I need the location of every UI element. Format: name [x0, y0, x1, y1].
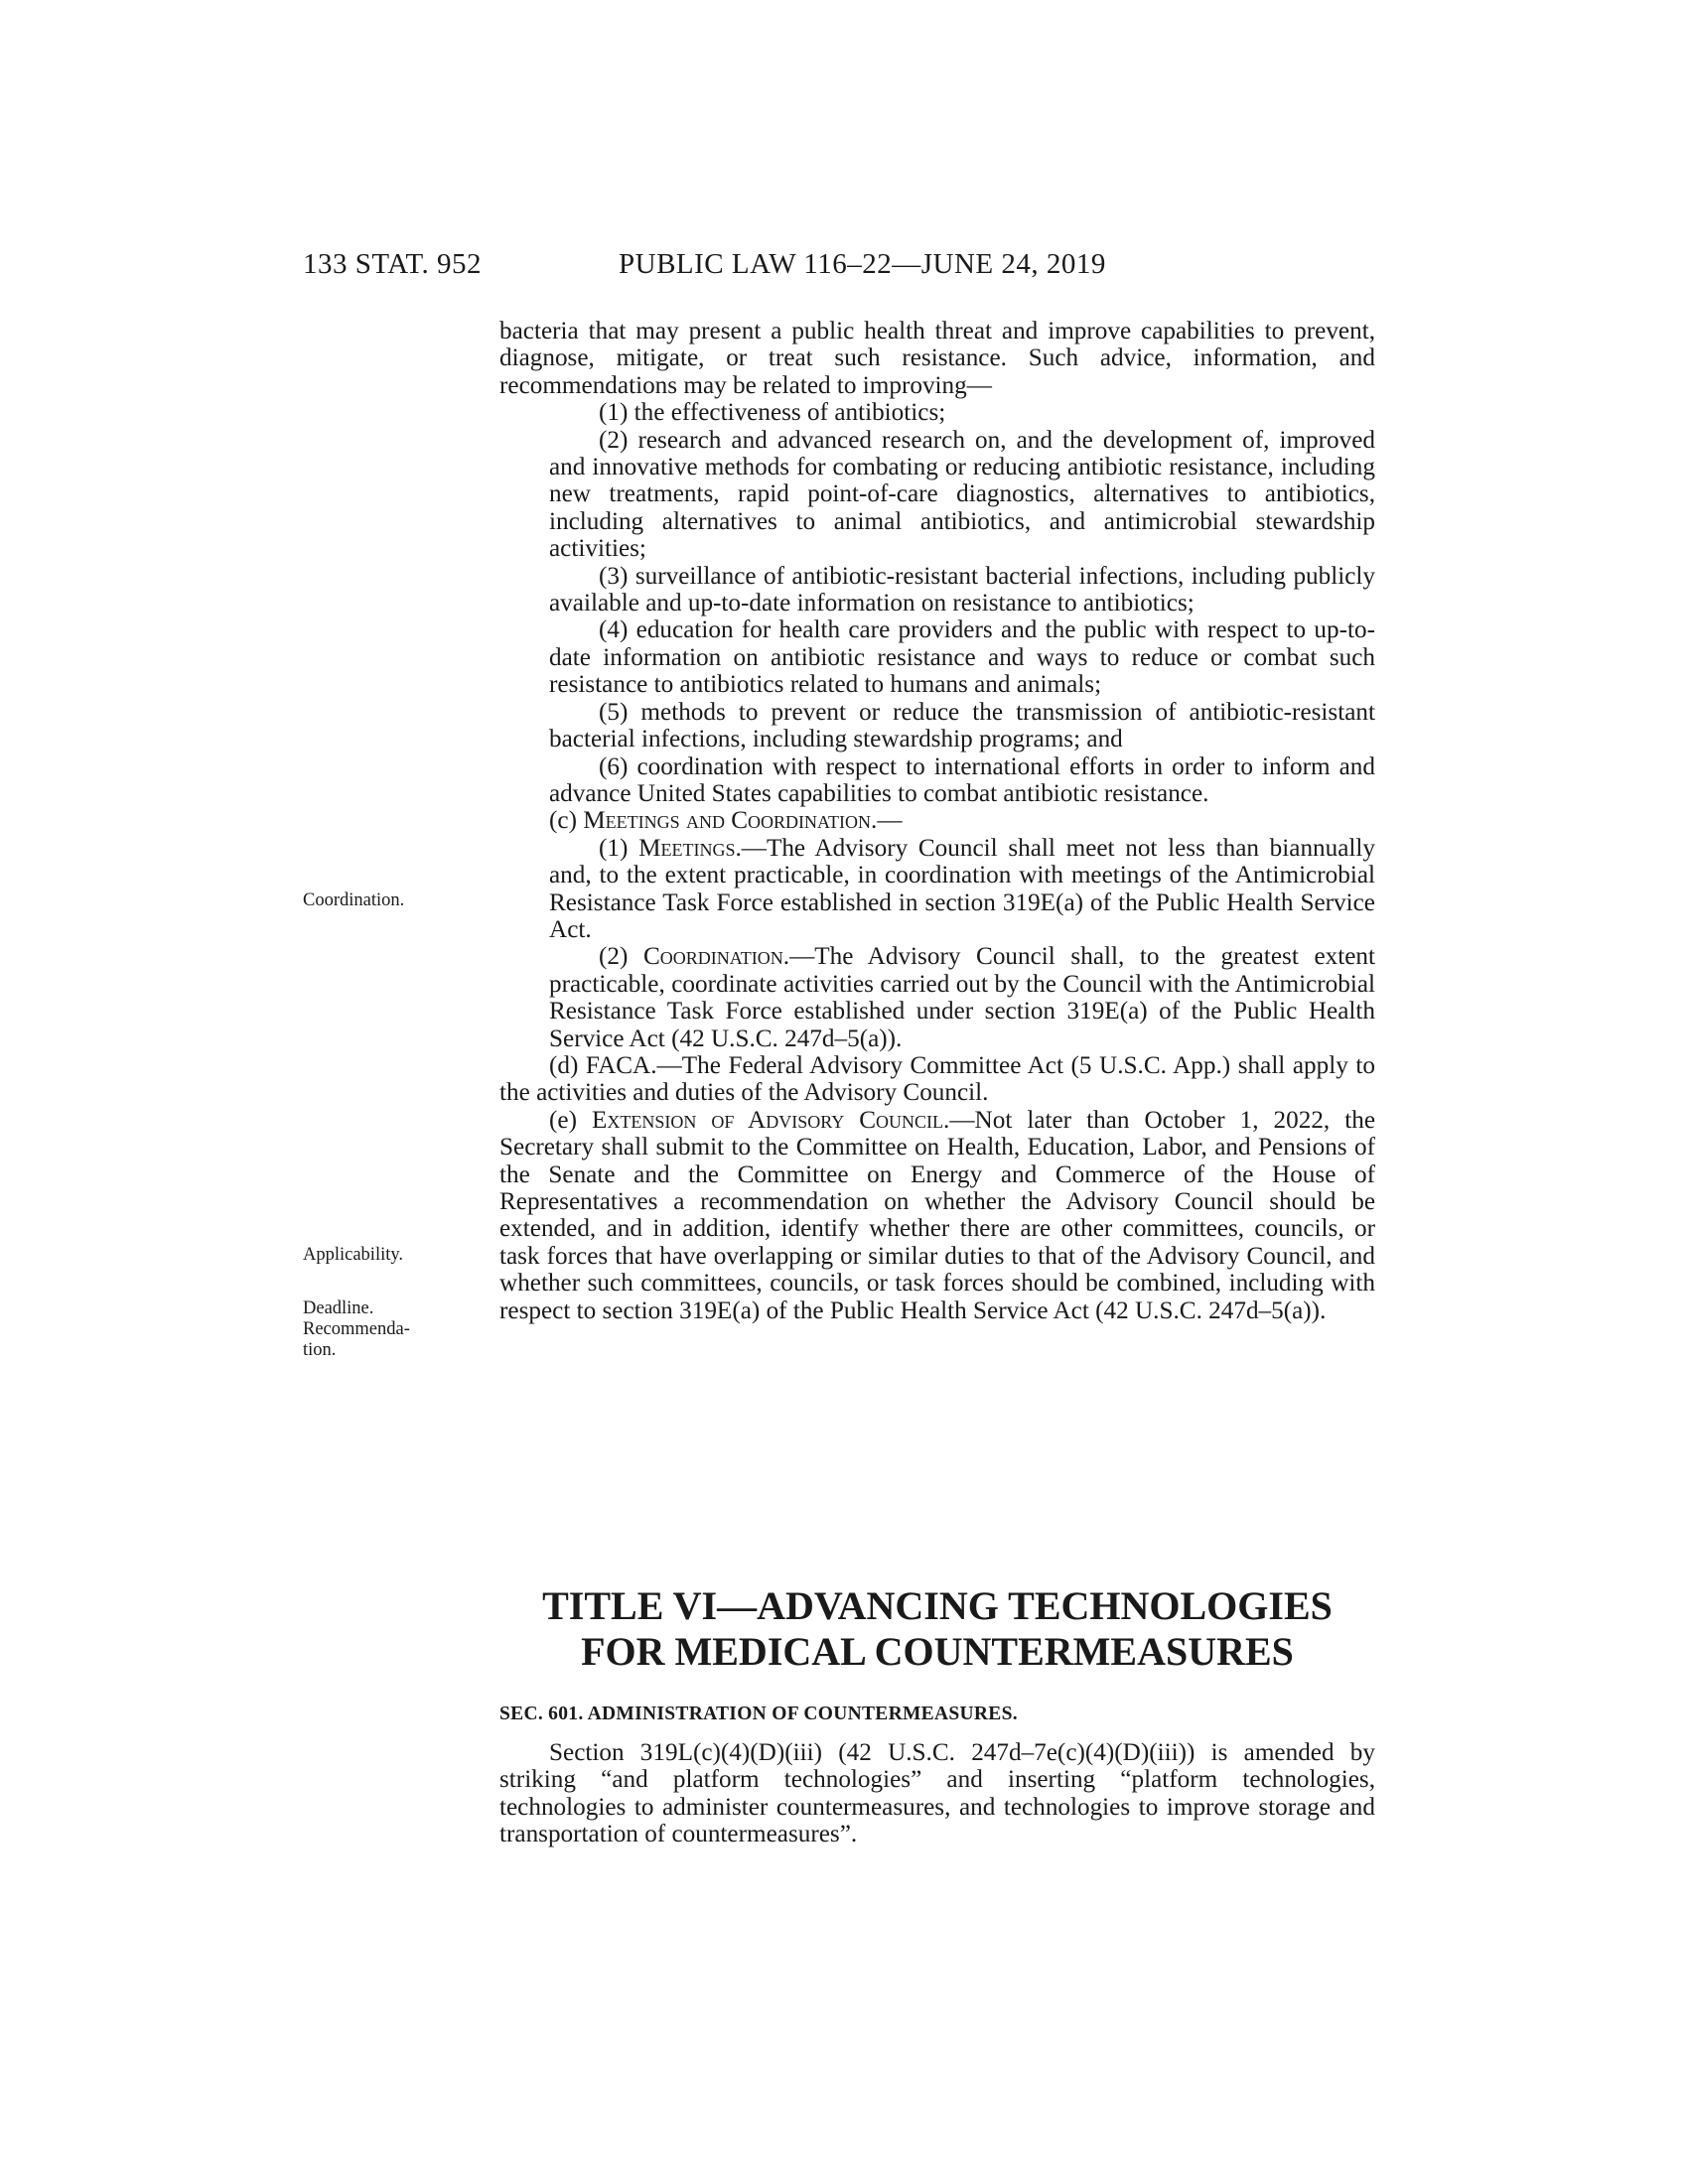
subsection-e	[499, 1107, 1375, 1324]
list-item-2: (2) research and advanced research on, and the development of, improved and innovative methods for combating or reducing antibiotic resistance, including new treatments, rapid point-of-care diagnostics, alternatives to antibiotics, including alternatives to animal antibiotics, and antimicrobial stewardship activities;	[549, 426, 1375, 563]
c1-label: (1)	[599, 834, 639, 862]
subsection-d: (d) FACA.—The Federal Advisory Committee Act (5 U.S.C. App.) shall apply to the activities and duties of the Advisory Council.	[499, 1051, 1375, 1107]
list-item-5: (5) methods to prevent or reduce the transmission of antibiotic-resistant bacterial infections, including stewardship programs; and	[549, 698, 1375, 753]
subsection-c-label: (c)	[549, 807, 584, 835]
subsection-c-heading	[499, 807, 1375, 834]
statute-body-text	[499, 318, 1375, 1324]
list-item-3: (3) surveillance of antibiotic-resistant bacterial infections, including publicly available and up-to-date information on resistance to antibiotics;	[549, 562, 1375, 617]
c2-text: —The Advisory Council shall, to the greatest extent practicable, coordinate activities carried out by the Council with the Antimicrobial Resistance Task Force established under section 319E(a) of the Public Health Service Act (42 U.S.C. 247d–5(a)).	[549, 943, 1375, 1052]
c1-heading: Meetings.	[638, 834, 742, 862]
e-text: —Not later than October 1, 2022, the Secretary shall submit to the Committee on Health, Education, Labor, and Pensions of the Senate and the Committee on Energy and Commerce of the House of Representatives a recommendation on whether the Advisory Council should be extended, and in addition, identify whether there are other committees, councils, or task forces that have overlapping or similar duties to that of the Advisory Council, and whether such committees, councils, or task forces should be combined, including with respect to section 319E(a) of the Public Health Service Act (42 U.S.C. 247d–5(a)).	[499, 1106, 1375, 1324]
margin-note-coordination-text: Coordination.	[303, 890, 405, 910]
c2-label: (2)	[599, 943, 643, 971]
statute-page-reference: 133 STAT. 952	[303, 248, 483, 280]
margin-note-applicability-text: Applicability.	[303, 1245, 404, 1265]
list-item-1: (1) the effectiveness of antibiotics;	[599, 399, 946, 427]
margin-note-applicability	[303, 1245, 472, 1266]
title-vi-heading	[499, 1583, 1375, 1675]
e-heading: Extension of Advisory Council.	[591, 1106, 950, 1134]
subsection-c-paragraph-1	[499, 835, 1375, 944]
intro-paragraph: bacteria that may present a public health threat and improve capabilities to prevent, diagnose, mitigate, or treat such resistance. Such advice, information, and recommendations may be related to improving—	[499, 318, 1375, 399]
subsection-c-paragraph-2	[499, 943, 1375, 1052]
section-601-heading: SEC. 601. ADMINISTRATION OF COUNTERMEASURES.	[499, 1704, 1018, 1724]
list-item-4: (4) education for health care providers and the public with respect to up-to-date information on antibiotic resistance and ways to reduce or combat such resistance to antibiotics related to humans and animals;	[549, 616, 1375, 699]
e-label: (e)	[549, 1106, 592, 1134]
public-law-running-title: PUBLIC LAW 116–22—JUNE 24, 2019	[619, 248, 1106, 280]
list-item-6: (6) coordination with respect to international efforts in order to inform and advance United States capabilities to combat antibiotic resistance.	[549, 752, 1375, 807]
c1-text: —The Advisory Council shall meet not less than biannually and, to the extent practicable, in coordination with meetings of the Antimicrobial Resistance Task Force established in section 319E(a) of the Public Health Service Act.	[549, 834, 1375, 943]
margin-note-coordination	[303, 890, 472, 911]
margin-note-deadline-recommendation	[303, 1298, 472, 1361]
subsection-c-title: Meetings and Coordination.	[583, 807, 878, 835]
margin-note-recommendation-line1: Recommenda-	[303, 1319, 410, 1339]
margin-note-recommendation-line2: tion.	[303, 1340, 337, 1360]
title-vi-line1: TITLE VI—ADVANCING TECHNOLOGIES	[542, 1583, 1333, 1628]
subsection-c-dash: —	[877, 807, 903, 835]
page-header	[303, 248, 1375, 288]
c2-heading: Coordination.	[643, 943, 790, 971]
title-vi-line2: FOR MEDICAL COUNTERMEASURES	[581, 1629, 1294, 1674]
section-601-body	[499, 1739, 1375, 1848]
margin-note-deadline-text: Deadline.	[303, 1298, 374, 1318]
section-601-paragraph: Section 319L(c)(4)(D)(iii) (42 U.S.C. 247d–7e(c)(4)(D)(iii)) is amended by striking “and platform technologies” and inserting “platform technologies, technologies to administer countermeasures, and technologies to improve storage and transportation of countermeasures”.	[499, 1739, 1375, 1848]
